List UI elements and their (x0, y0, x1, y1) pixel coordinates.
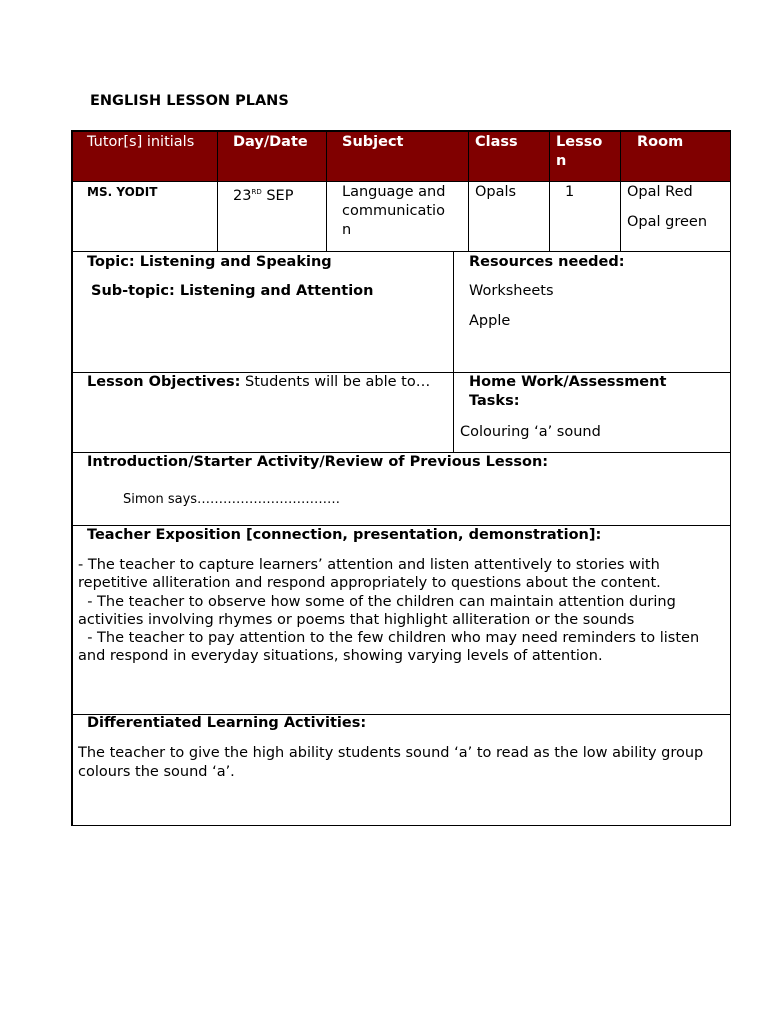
header-room: Room (637, 134, 684, 150)
resource-item: Worksheets (469, 283, 554, 299)
column-divider (549, 130, 550, 251)
date-suffix: RD (251, 188, 262, 196)
exposition-body (78, 556, 728, 666)
differentiated-label: Differentiated Learning Activities: (87, 715, 367, 731)
differentiated-text: The teacher to give the high ability students sound ‘a’ to read as the low ability group colours the sound ‘a’. (78, 745, 704, 780)
intro-text: Simon says…………………………… (123, 492, 341, 507)
resources-label: Resources needed: (469, 254, 625, 270)
header-day-date: Day/Date (233, 134, 308, 150)
subtopic-label: Sub-topic: Listening and Attention (91, 283, 374, 299)
subject-value: Language and communicatio n (342, 184, 446, 238)
row-divider (71, 251, 731, 252)
topic-label: Topic: Listening and Speaking (87, 254, 332, 270)
homework-label: Home Work/Assessment Tasks: (469, 374, 667, 409)
column-divider (468, 130, 469, 251)
objectives-text: Students will be able to… (240, 374, 431, 390)
exposition-line: - The teacher to capture learners’ attention and listen attentively to stories with repetitive alliteration and respond appropriately to questions about the content. (78, 557, 665, 592)
lesson-objectives (87, 373, 442, 392)
lesson-date (233, 183, 293, 206)
exposition-line: - The teacher to observe how some of the children can maintain attention during activities involving rhymes or poems that highlight alliteration or the sounds (78, 593, 681, 628)
intro-label: Introduction/Starter Activity/Review of Previous Lesson: (87, 454, 549, 470)
page-title: ENGLISH LESSON PLANS (90, 93, 289, 109)
room-value-2: Opal green (627, 214, 708, 230)
homework-text: Colouring ‘a’ sound (460, 424, 601, 440)
row-divider (71, 181, 731, 182)
header-class: Class (475, 134, 518, 150)
date-month: SEP (261, 187, 294, 204)
date-day: 23 (233, 187, 252, 204)
header-subject: Subject (342, 134, 404, 150)
tutor-name: MS. YODIT (87, 185, 158, 199)
lesson-number: 1 (565, 184, 575, 200)
column-divider (453, 251, 454, 452)
class-value: Opals (475, 184, 517, 200)
room-value-1: Opal Red (627, 184, 693, 200)
column-divider (326, 130, 327, 251)
column-divider (620, 130, 621, 251)
resource-item: Apple (469, 313, 511, 329)
header-tutor-initials: Tutor[s] initials (87, 134, 195, 150)
column-divider (217, 130, 218, 251)
header-lesson: Lesso n (556, 134, 603, 169)
objectives-label: Lesson Objectives: (87, 374, 241, 390)
exposition-label: Teacher Exposition [connection, presentation, demonstration]: (87, 527, 602, 543)
exposition-line: - The teacher to pay attention to the few children who may need reminders to listen and respond in everyday situations, showing varying levels of attention. (78, 630, 704, 665)
